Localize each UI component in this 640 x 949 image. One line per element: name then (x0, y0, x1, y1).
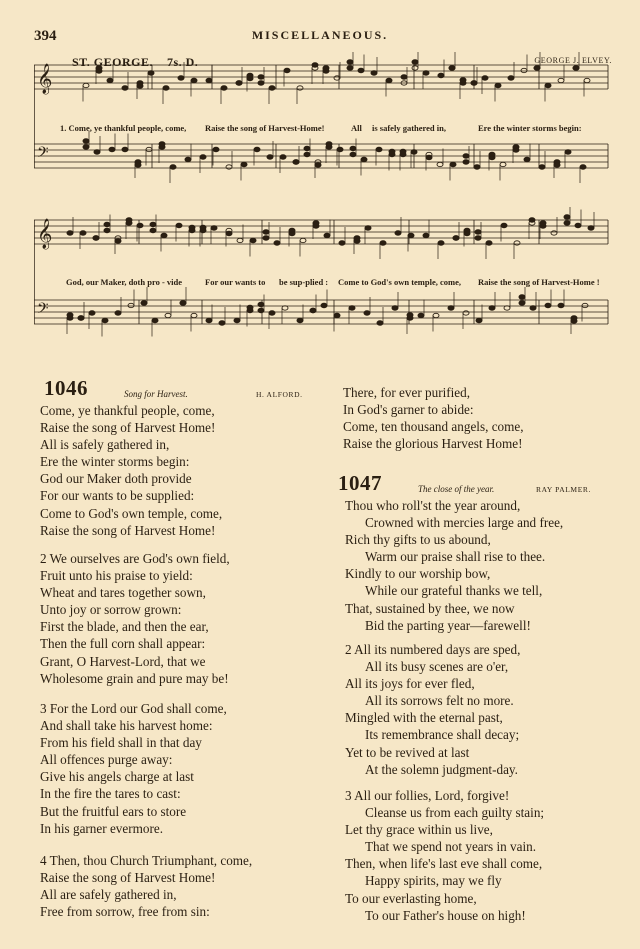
verse-line: At the solemn judgment-day. (365, 761, 518, 777)
verse-line: Raise the song of Harvest Home! (40, 420, 216, 436)
hymn-1047-heading (338, 471, 618, 496)
verse-line: All are safely gathered in, (40, 887, 177, 903)
hymn-1046-stanza-3 (40, 700, 227, 837)
verse-line: And shall take his harvest home: (40, 718, 213, 734)
verse-line: To our Father's house on high! (365, 907, 526, 923)
svg-text:𝄞: 𝄞 (37, 64, 53, 94)
hymn-1046-stanza-1 (40, 402, 222, 539)
verse-line: Raise the song of Harvest Home! (40, 870, 216, 886)
verse-line: Come, ten thousand angels, come, (343, 419, 524, 435)
hymn-author: RAY PALMER. (536, 485, 591, 494)
svg-text:𝄞: 𝄞 (37, 219, 53, 249)
verse-line: In God's garner to abide: (343, 402, 474, 418)
hymn-author: H. ALFORD. (256, 390, 303, 399)
verse-line: To our everlasting home, (345, 890, 477, 906)
verse-line: Fruit unto his praise to yield: (40, 568, 193, 584)
music-lyric: For our wants to (205, 277, 266, 287)
verse-line: Come to God's own temple, come, (40, 505, 223, 521)
verse-line: But the fruitful ears to store (40, 803, 187, 819)
verse-line: Then, when life's last eve shall come, (345, 856, 543, 872)
verse-line: Free from sorrow, free from sin: (40, 904, 210, 920)
music-lyric: Come to God's own temple, come, (338, 277, 461, 287)
music-lyric: Ere the winter storms begin: (478, 123, 582, 133)
verse-line: Come, ye thankful people, come, (40, 403, 215, 418)
verse-line: Raise the song of Harvest Home! (40, 522, 216, 538)
hymn-1046-stanza-4 (40, 852, 252, 920)
verse-line: Give his angels charge at last (40, 769, 194, 785)
verse-line: While our grateful thanks we tell, (365, 583, 543, 599)
hymn-subtitle: The close of the year. (418, 484, 495, 494)
page-number: 394 (34, 28, 57, 44)
hymn-1046-stanza-2 (40, 550, 230, 687)
hymn-1046-heading (44, 376, 324, 401)
verse-line: Ere the winter storms begin: (40, 454, 190, 470)
verse-line: Cleanse us from each guilty stain; (365, 805, 545, 821)
verse-line: Grant, O Harvest-Lord, that we (40, 653, 206, 669)
svg-text:𝄢: 𝄢 (37, 300, 49, 321)
hymn-number: 1046 (44, 376, 88, 400)
verse-line: That we spend not years in vain. (365, 839, 537, 855)
verse-line: All its joys for ever fled, (345, 676, 475, 692)
verse-line: For our wants to be supplied: (40, 488, 195, 504)
verse-line: 2 We ourselves are God's own field, (40, 551, 230, 566)
verse-line: First the blade, and then the ear, (40, 619, 209, 635)
verse-line: Thou who roll'st the year around, (345, 498, 521, 513)
music-lyric: be sup-plied : (279, 277, 329, 287)
hymn-1047-stanza-3 (345, 787, 544, 924)
tune-composer: GEORGE J. ELVEY. (534, 56, 612, 65)
verse-line: Its remembrance shall decay; (365, 727, 520, 743)
verse-line: Yet to be revived at last (345, 744, 470, 760)
verse-line: Bid the parting year—farewell! (365, 617, 531, 633)
verse-line: In the fire the tares to cast: (40, 786, 181, 802)
verse-line: Unto joy or sorrow grown: (40, 602, 182, 618)
music-lyric: All (351, 123, 362, 133)
verse-line: From his field shall in that day (40, 735, 202, 751)
verse-line: Happy spirits, may we fly (365, 873, 502, 889)
music-lyric: is safely gathered in, (372, 123, 446, 133)
music-lyric: 1. Come, ye thankful people, come, (60, 123, 187, 133)
verse-line: Warm our praise shall rise to thee. (365, 549, 546, 565)
verse-line: All offences purge away: (40, 752, 173, 768)
verse-line: Wholesome grain and pure may be! (40, 670, 229, 686)
section-title: MISCELLANEOUS. (251, 28, 389, 42)
verse-line: God our Maker doth provide (40, 471, 192, 487)
hymn-1046-continuation (343, 384, 524, 452)
verse-line: All is safely gathered in, (40, 437, 170, 453)
music-lyric: Raise the song of Harvest-Home! (205, 123, 325, 133)
music-score (34, 50, 618, 362)
verse-line: 3 All our follies, Lord, forgive! (345, 788, 510, 803)
verse-line: 2 All its numbered days are sped, (345, 642, 521, 657)
verse-line: Let thy grace within us live, (345, 822, 493, 838)
verse-line: Then the full corn shall appear: (40, 636, 206, 652)
hymn-subtitle: Song for Harvest. (124, 389, 188, 399)
verse-line: All its busy scenes are o'er, (365, 659, 509, 675)
verse-line: Mingled with the eternal past, (345, 710, 503, 726)
verse-line: In his garner evermore. (40, 820, 164, 836)
verse-line: 3 For the Lord our God shall come, (40, 701, 227, 716)
verse-line: There, for ever purified, (343, 385, 471, 400)
hymn-1047-stanza-1 (345, 497, 563, 634)
verse-line: All its sorrows felt no more. (365, 693, 514, 709)
tune-name: ST. GEORGE. (72, 55, 153, 69)
verse-line: Raise the glorious Harvest Home! (343, 436, 523, 452)
tune-meter: 7s. D. (166, 55, 199, 69)
verse-line: That, sustained by thee, we now (345, 600, 515, 616)
svg-text:𝄢: 𝄢 (37, 144, 49, 165)
verse-line: Kindly to our worship bow, (345, 566, 491, 582)
tune-title (72, 55, 198, 70)
hymn-1047-stanza-2 (345, 641, 520, 778)
verse-line: Rich thy gifts to us abound, (345, 532, 491, 548)
music-lyric: Raise the song of Harvest-Home ! (478, 277, 600, 287)
hymn-number: 1047 (338, 471, 382, 495)
verse-line: Wheat and tares together sown, (40, 585, 206, 601)
music-lyric: God, our Maker, doth pro - vide (66, 277, 183, 287)
verse-line: Crowned with mercies large and free, (365, 515, 564, 531)
verse-line: 4 Then, thou Church Triumphant, come, (40, 853, 253, 868)
